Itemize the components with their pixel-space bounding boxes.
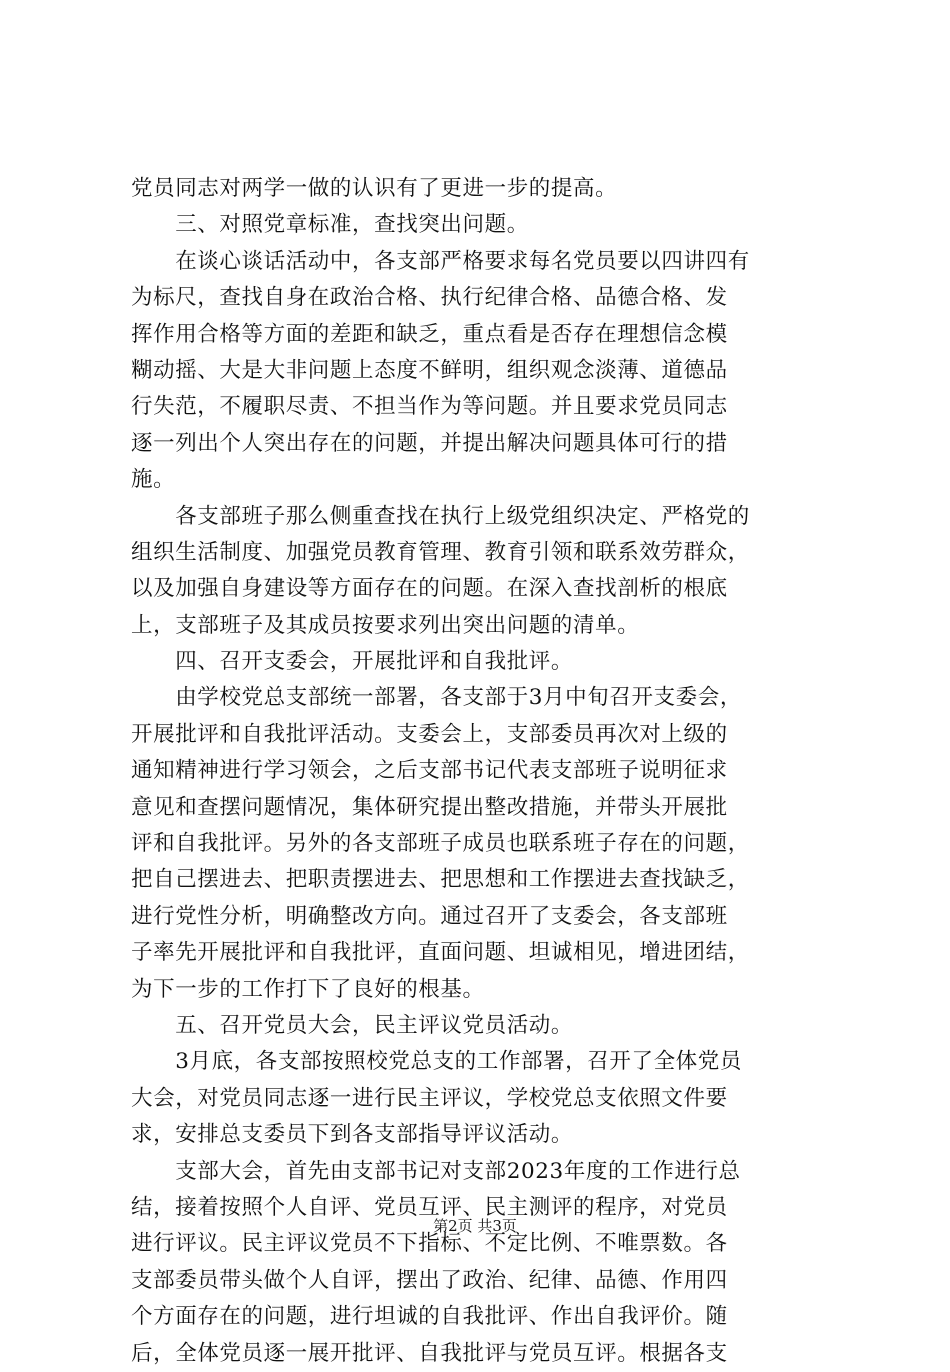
text-line: 为标尺，查找自身在政治合格、执行纪律合格、品德合格、发	[131, 285, 728, 311]
text-line: 组织生活制度、加强党员教育管理、教育引领和联系效劳群众，	[131, 539, 750, 565]
text-line: 以及加强自身建设等方面存在的问题。在深入查找剖析的根底	[131, 576, 728, 602]
document-body	[131, 171, 831, 1372]
text-line: 各支部班子那么侧重查找在执行上级党组织决定、严格党的	[131, 503, 750, 529]
text-line: 结，接着按照个人自评、党员互评、民主测评的程序，对党员	[131, 1194, 728, 1220]
text-line: 求，安排总支委员下到各支部指导评议活动。	[131, 1122, 574, 1148]
text-line: 个方面存在的问题，进行坦诚的自我批评、作出自我评价。随	[131, 1304, 728, 1330]
text-line: 逐一列出个人突出存在的问题，并提出解决问题具体可行的措	[131, 430, 728, 456]
text-line: 子率先开展批评和自我批评，直面问题、坦诚相见，增进团结，	[131, 940, 750, 966]
text-line: 意见和查摆问题情况，集体研究提出整改措施，并带头开展批	[131, 794, 728, 820]
text-line: 支部委员带头做个人自评，摆出了政治、纪律、品德、作用四	[131, 1267, 728, 1293]
section-heading-3: 三、对照党章标准，查找突出问题。	[131, 212, 529, 238]
text-line: 把自己摆进去、把职责摆进去、把思想和工作摆进去查找缺乏，	[131, 867, 750, 893]
text-line: 后，全体党员逐一展开批评、自我批评与党员互评。根据各支	[131, 1340, 728, 1366]
text-line: 支部大会，首先由支部书记对支部2023年度的工作进行总	[131, 1158, 741, 1184]
text-line: 行失范，不履职尽责、不担当作为等问题。并且要求党员同志	[131, 394, 728, 420]
text-line: 糊动摇、大是大非问题上态度不鲜明，组织观念淡薄、道德品	[131, 357, 728, 383]
text-line: 党员同志对两学一做的认识有了更进一步的提高。	[131, 176, 618, 201]
page-number-footer: 第2页 共3页	[433, 1217, 517, 1235]
text-line: 大会，对党员同志逐一进行民主评议，学校党总支依照文件要	[131, 1085, 728, 1111]
text-line: 进行评议。民主评议党员不下指标、不定比例、不唯票数。各	[131, 1231, 728, 1257]
text-line: 由学校党总支部统一部署，各支部于3月中旬召开支委会，	[131, 685, 742, 711]
section-heading-5: 五、召开党员大会，民主评议党员活动。	[131, 1012, 574, 1038]
text-line: 上，支部班子及其成员按要求列出突出问题的清单。	[131, 612, 640, 638]
text-line: 开展批评和自我批评活动。支委会上，支部委员再次对上级的	[131, 721, 728, 747]
section-heading-4: 四、召开支委会，开展批评和自我批评。	[131, 649, 574, 675]
text-line: 施。	[131, 467, 176, 493]
text-line: 在谈心谈话活动中，各支部严格要求每名党员要以四讲四有	[131, 248, 750, 274]
text-line: 评和自我批评。另外的各支部班子成员也联系班子存在的问题，	[131, 831, 750, 857]
text-line: 进行党性分析，明确整改方向。通过召开了支委会，各支部班	[131, 903, 728, 929]
text-line: 通知精神进行学习领会，之后支部书记代表支部班子说明征求	[131, 758, 728, 784]
text-line: 为下一步的工作打下了良好的根基。	[131, 976, 485, 1002]
text-line: 挥作用合格等方面的差距和缺乏，重点看是否存在理想信念模	[131, 321, 728, 347]
text-line: 3月底，各支部按照校党总支的工作部署，召开了全体党员	[131, 1049, 742, 1075]
